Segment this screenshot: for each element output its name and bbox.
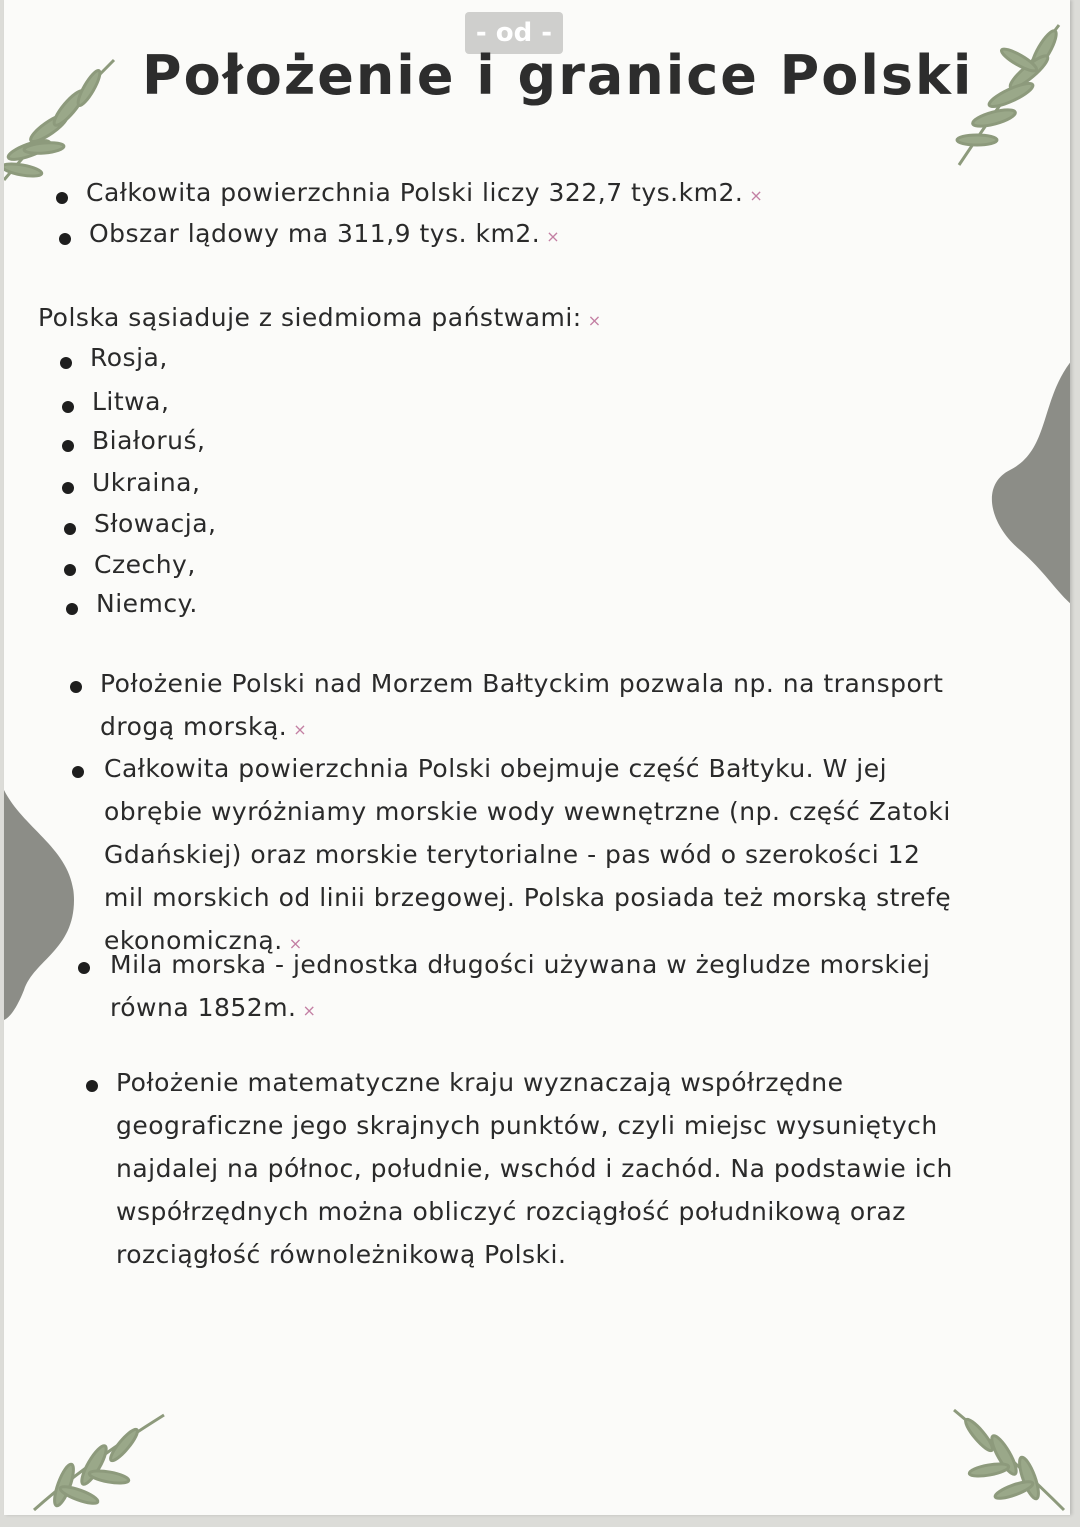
note-line: Gdańskiej) oraz morskie terytorialne - pas wód o szerokości 12 [104, 840, 921, 869]
bullet-icon [66, 603, 78, 615]
check-mark: × [749, 186, 764, 205]
math-position-note [116, 1061, 1016, 1276]
neighbor-item: Niemcy. [96, 589, 198, 618]
bullet-icon [62, 401, 74, 413]
neighbor-item: Litwa, [92, 387, 170, 416]
neighbors-intro-text: Polska sąsiaduje z siedmioma państwami: [38, 303, 582, 332]
sea-note [110, 943, 1030, 1032]
neighbors-intro [38, 303, 602, 332]
leaf-bottom-right-icon [934, 1390, 1070, 1515]
bullet-icon [62, 440, 74, 452]
note-line: Całkowita powierzchnia Polski obejmuje część Bałtyku. W jej [104, 754, 888, 783]
note-line: Położenie Polski nad Morzem Bałtyckim pozwala np. na transport [100, 669, 944, 698]
neighbor-item: Rosja, [90, 343, 168, 372]
sea-note [100, 662, 1020, 751]
neighbor-item: Czechy, [94, 550, 196, 579]
check-mark: × [546, 227, 561, 246]
neighbor-item: Białoruś, [92, 426, 206, 455]
note-line: Mila morska - jednostka długości używana w żegludze morskiej [110, 950, 931, 979]
note-page [4, 0, 1070, 1515]
note-line: geograficzne jego skrajnych punktów, czyli miejsc wysuniętych [116, 1111, 938, 1140]
bullet-icon [70, 681, 82, 693]
neighbor-item: Słowacja, [94, 509, 217, 538]
left-blob-decoration [4, 790, 84, 1020]
page-title: Położenie i granice Polski [142, 44, 974, 107]
note-line: rozciągłość równoleżnikową Polski. [116, 1240, 567, 1269]
check-mark: × [293, 720, 308, 739]
note-line [100, 705, 1020, 751]
sea-note [104, 747, 1034, 965]
right-blob-decoration [980, 360, 1070, 605]
note-line-text: ekonomiczną. [104, 926, 283, 955]
bullet-icon [62, 482, 74, 494]
note-line: Położenie matematyczne kraju wyznaczają współrzędne [116, 1068, 844, 1097]
note-line: mil morskich od linii brzegowej. Polska posiada też morską strefę [104, 883, 952, 912]
bullet-icon [86, 1080, 98, 1092]
bullet-icon [72, 766, 84, 778]
bullet-icon [64, 523, 76, 535]
leaf-bottom-left-icon [24, 1395, 174, 1515]
leaf-top-left-icon [4, 50, 124, 190]
area-fact [86, 178, 763, 207]
note-line-text: równa 1852m. [110, 993, 297, 1022]
bullet-icon [60, 357, 72, 369]
note-line [110, 986, 1030, 1032]
bullet-icon [59, 233, 71, 245]
area-fact-text: Obszar lądowy ma 311,9 tys. km2. [89, 219, 541, 248]
note-line: najdalej na północ, południe, wschód i zachód. Na podstawie ich [116, 1154, 953, 1183]
area-fact-text: Całkowita powierzchnia Polski liczy 322,7 tys.km2. [86, 178, 744, 207]
bullet-icon [56, 192, 68, 204]
check-mark: × [288, 934, 303, 953]
bullet-icon [64, 564, 76, 576]
bullet-icon [78, 962, 90, 974]
section-tag: - od - [465, 12, 563, 54]
note-line: obrębie wyróżniamy morskie wody wewnętrzne (np. część Zatoki [104, 797, 951, 826]
note-line: współrzędnych można obliczyć rozciągłość południkową oraz [116, 1197, 906, 1226]
area-fact [89, 219, 560, 248]
note-line-text: drogą morską. [100, 712, 288, 741]
neighbor-item: Ukraina, [92, 468, 201, 497]
check-mark: × [587, 311, 602, 330]
check-mark: × [302, 1001, 317, 1020]
